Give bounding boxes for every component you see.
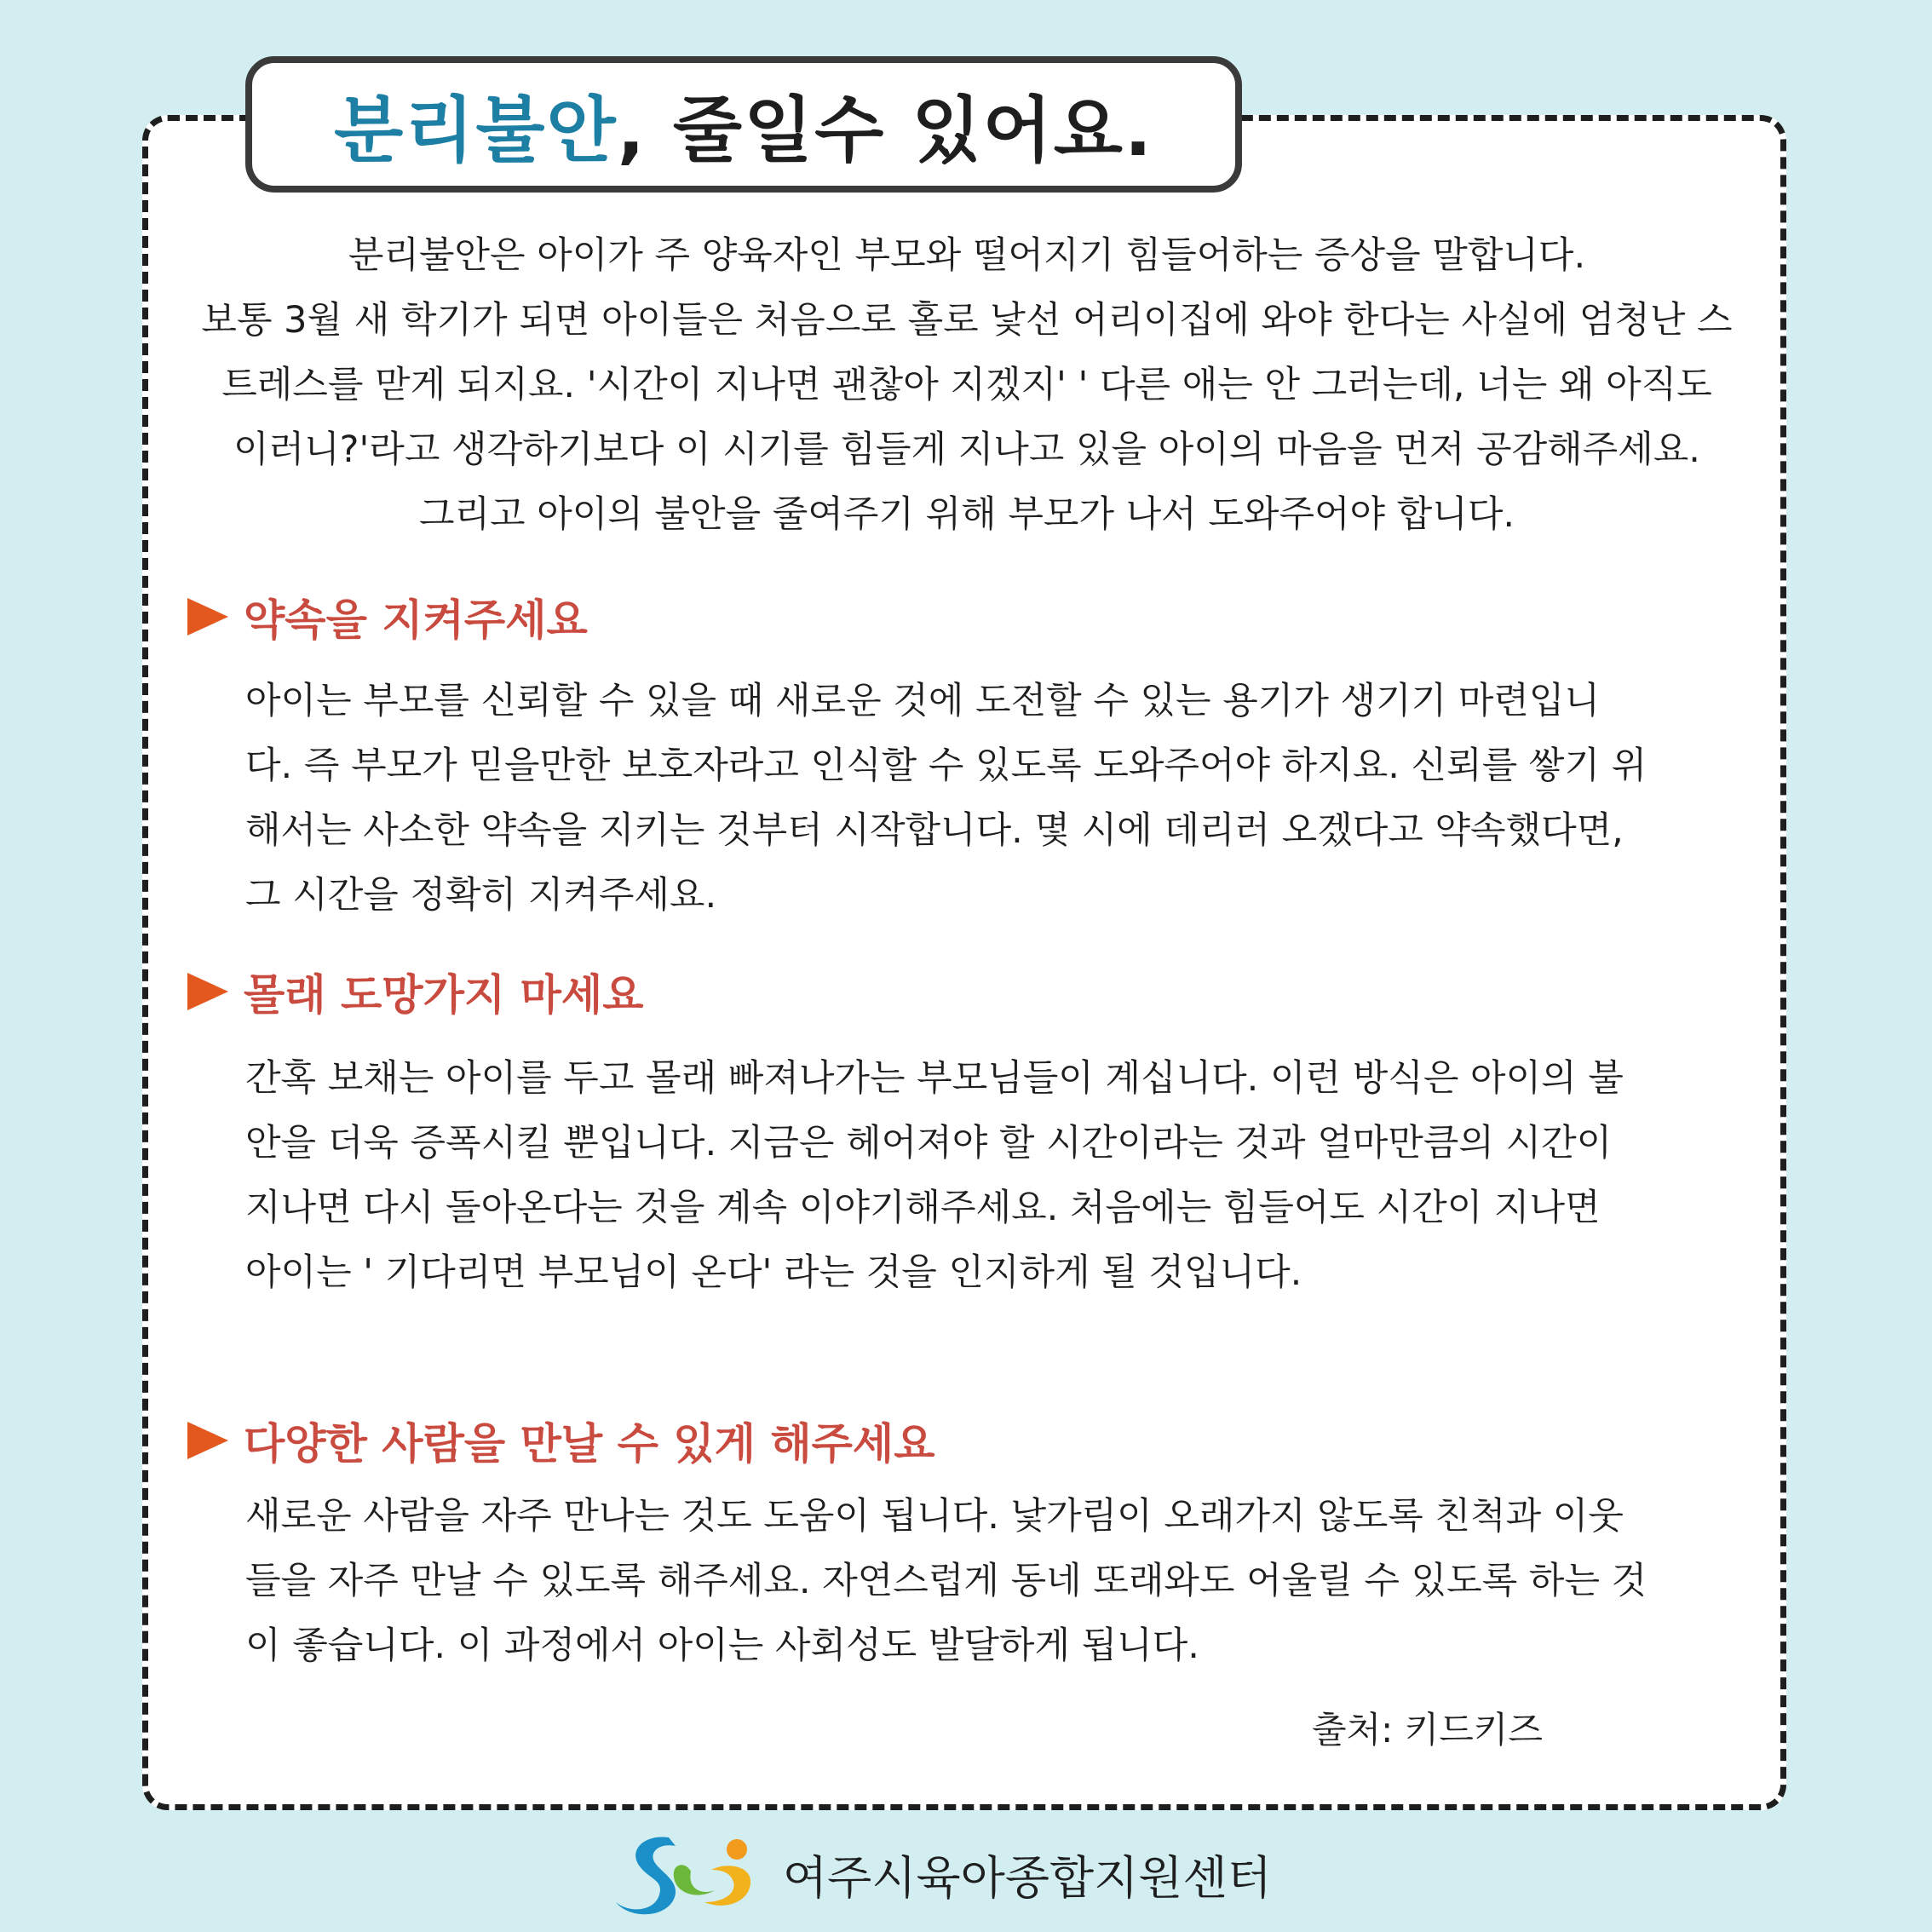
section-heading-promise [187,586,588,647]
section-heading-no-sneaking [187,961,644,1022]
section-body-meet-people [245,1484,1647,1678]
intro-line: 그리고 아이의 불안을 줄여주기 위해 부모가 나서 도와주어야 합니다. [418,493,1515,536]
source-credit: 출처: 키드키즈 [1312,1709,1543,1751]
body-line: 간혹 보채는 아이를 두고 몰래 빠져나가는 부모님들이 계십니다. 이런 방식은 아이의 불 [245,1057,1624,1100]
body-line: 해서는 사소한 약속을 지키는 것부터 시작합니다. 몇 시에 데리러 오겠다고 약속했다면, [245,809,1624,852]
intro-line: 보통 3월 새 학기가 되면 아이들은 처음으로 홀로 낯선 어리이집에 와야 한다는 사실에 엄청난 스 [201,299,1733,342]
body-line: 안을 더욱 증폭시킬 뿐입니다. 지금은 헤어져야 할 시간이라는 것과 얼마만큼의 시간이 [245,1122,1613,1164]
triangle-arrow-icon [187,1422,228,1459]
section-heading-label: 다양한 사람을 만날 수 있게 해주세요 [244,1419,935,1469]
body-line: 들을 자주 만날 수 있도록 해주세요. 자연스럽게 동네 또래와도 어울릴 수 있도록 하는 것 [245,1560,1647,1602]
page-title [245,56,1242,193]
triangle-arrow-icon [187,973,228,1010]
section-body-promise [245,669,1647,928]
title-rest: , 줄일수 있어요. [617,88,1153,172]
intro-line: 분리불안은 아이가 주 양육자인 부모와 떨어지기 힘들어하는 증상을 말합니다. [348,234,1586,277]
body-line: 다. 즉 부모가 믿을만한 보호자라고 인식할 수 있도록 도와주어야 하지요. 신뢰를 쌓기 위 [245,745,1647,787]
body-line: 아이는 ' 기다리면 부모님이 온다' 라는 것을 인지하게 될 것입니다. [245,1251,1302,1294]
section-heading-label: 몰래 도망가지 마세요 [244,970,644,1020]
body-line: 지나면 다시 돌아온다는 것을 계속 이야기해주세요. 처음에는 힘들어도 시간이 지나면 [245,1187,1601,1229]
body-line: 그 시간을 정확히 지켜주세요. [245,874,717,917]
footer [609,1827,1272,1921]
intro-line: 이러니?'라고 생각하기보다 이 시기를 힘들게 지나고 있을 아이의 마음을 먼저 공감해주세요. [233,428,1700,471]
org-name: 여주시육아종합지원센터 [783,1850,1272,1905]
body-line: 이 좋습니다. 이 과정에서 아이는 사회성도 발달하게 됩니다. [245,1624,1199,1667]
section-heading-meet-people [187,1410,935,1471]
intro-paragraph [166,223,1768,547]
body-line: 새로운 사람을 자주 만나는 것도 도움이 됩니다. 낯가림이 오래가지 않도록 친척과 이웃 [245,1495,1624,1538]
intro-line: 트레스를 맏게 되지요. '시간이 지나면 괜찮아 지겠지' ' 다른 애는 안 그러는데, 너는 왜 아직도 [221,364,1712,406]
center-logo-icon [609,1827,762,1921]
section-heading-label: 약속을 지켜주세요 [244,595,588,645]
section-body-no-sneaking [245,1046,1624,1305]
triangle-arrow-icon [187,598,228,635]
title-accent: 분리불안 [334,88,618,172]
body-line: 아이는 부모를 신뢰할 수 있을 때 새로운 것에 도전할 수 있는 용기가 생기기 마련입니 [245,680,1600,722]
